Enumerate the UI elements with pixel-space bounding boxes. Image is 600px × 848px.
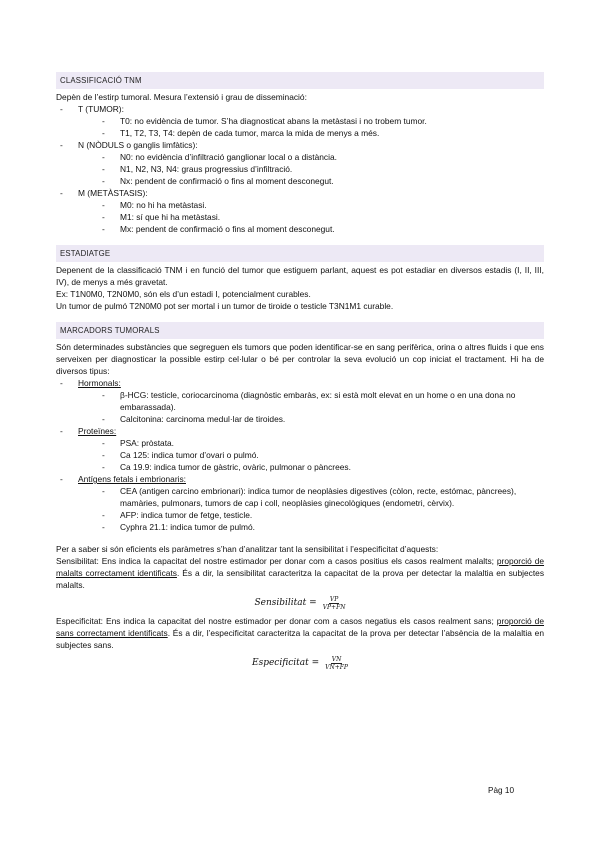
list-item: - Proteïnes: - PSA: pròstata. - Ca 125: indica tumor d’ovari o pulmó. - Ca 19.9: indica tumor de gàstric, ovàric, pulmonar o pàncrees. [56,425,544,473]
list-item: - CEA (antigen carcino embrionari): indica tumor de neoplàsies digestives (còlon, recte, estómac, pàncrees), mamàries, pulmonars, tumors de cap i coll, neoplàsies ginecològiques (endometri, cèrvix). [78,485,544,509]
list-item: - N (NÒDULS o ganglis limfàtics): - N0: no evidència d’infiltració ganglionar local o a distància. - N1, N2, N3, N4: graus progressius d’infiltració. - Nx: pendent de confirmació o fins al moment desconegut. [56,139,544,187]
list-item: - Cyphra 21.1: indica tumor de pulmó. [78,521,544,533]
list-item: - Ca 19.9: indica tumor de gàstric, ovàric, pulmonar o pàncrees. [78,461,544,473]
section-heading-tnm: CLASSIFICACIÓ TNM [56,72,544,89]
sensibilitat-formula: Sensibilitat = $\frac{VP}{VP+FN}$ [254,595,346,611]
list-item: - M1: sí que hi ha metàstasi. [78,211,544,223]
list-item: - β-HCG: testicle, coriocarcinoma (diagnòstic embaràs, ex: si està molt elevat en un home o en una dona no embarassada). [78,389,544,413]
marcadors-intro: Són determinades substàncies que segreguen els tumors que poden identificar-se en sang perifèrica, orina o altres fluids i que ens serveixen per diagnosticar la possible estirp cel·lular o bé per controlar la seva evolució un cop iniciat el tractament. Hi ha de diversos tipus: [56,342,544,376]
estadiatge-note: Un tumor de pulmó T2N0M0 pot ser mortal i un tumor de tiroide o testicle T3N1M1 curable. [56,301,394,311]
list-item: - Nx: pendent de confirmació o fins al moment desconegut. [78,175,544,187]
list-item: - Antígens fetals i embrionaris: - CEA (antigen carcino embrionari): indica tumor de neoplàsies digestives (còlon, recte, estómac, pàncrees), mamàries, pulmonars, tumors de cap i coll, neoplàsies ginecològiques (endometri, cèrvix). - AFP: indica tumor de fetge, testicle. - Cyphra 21.1: indica tumor de pulmó. [56,473,544,533]
section-heading-marcadors: MARCADORS TUMORALS [56,322,544,339]
section-heading-estadiatge: ESTADIATGE [56,245,544,262]
list-item: - Ca 125: indica tumor d’ovari o pulmó. [78,449,544,461]
list-item: - T0: no evidència de tumor. S’ha diagnosticat abans la metàstasi i no trobem tumor. [78,115,544,127]
tnm-list [56,103,544,235]
list-item: - Mx: pendent de confirmació o fins al moment desconegut. [78,223,544,235]
fraction: $\frac{VP}{VP+FN}$ [322,595,346,611]
fraction: $\frac{VN}{VN+FP}$ [325,655,348,671]
especificitat-formula: Especificitat = $\frac{VN}{VN+FP}$ [252,655,348,671]
list-item: - M (METÀSTASIS): - M0: no hi ha metàstasi. - M1: sí que hi ha metàstasi. - Mx: pendent de confirmació o fins al moment desconegut. [56,187,544,235]
param-intro: Per a saber si són eficients els paràmetres s’han d’analitzar tant la sensibilitat i l’especificitat d’aquests: [56,544,439,554]
list-item: - Hormonals: - β-HCG: testicle, coriocarcinoma (diagnòstic embaràs, ex: si està molt elevat en un home o en una dona no embarassada). - Calcitonina: carcinoma medul·lar de tiroides. [56,377,544,425]
list-item: - T1, T2, T3, T4: depèn de cada tumor, marca la mida de menys a més. [78,127,544,139]
list-item: - AFP: indica tumor de fetge, testicle. [78,509,544,521]
list-item: - M0: no hi ha metàstasi. [78,199,544,211]
list-item: - PSA: pròstata. [78,437,544,449]
sensibilitat-text: Sensibilitat: Ens indica la capacitat del nostre estimador per donar com a casos positius els casos realment malalts; proporció de malalts correctament identificats. És a dir, la sensibilitat caracteritza la capacitat de la prova per detectar la malaltia en subjectes malalts. [56,556,545,590]
especificitat-text: Especificitat: Ens indica la capacitat del nostre estimador per donar com a casos negatius els casos realment sans; proporció de sans correctament identificats. És a dir, l’especificitat caracteritza la capacitat de la prova per detectar l’absència de la malaltia en subjectes sans. [56,616,544,650]
list-item: - Calcitonina: carcinoma medul·lar de tiroides. [78,413,544,425]
document-page [56,72,544,675]
estadiatge-example: Ex: T1N0M0, T2N0M0, són els d’un estadi I, potencialment curables. [56,289,311,299]
estadiatge-text: Depenent de la classificació TNM i en funció del tumor que estiguem parlant, aquest es pot estadiar en diversos estadis (I, II, III, IV), de menys a més gravetat. [56,265,544,287]
tnm-intro: Depèn de l’estirp tumoral. Mesura l’extensió i grau de disseminació: [56,92,307,102]
list-item: - T (TUMOR): - T0: no evidència de tumor. S’ha diagnosticat abans la metàstasi i no trobem tumor. - T1, T2, T3, T4: depèn de cada tumor, marca la mida de menys a més. [56,103,544,139]
list-item: - N0: no evidència d’infiltració ganglionar local o a distància. [78,151,544,163]
page-number: Pàg 10 [488,786,514,795]
list-item: - N1, N2, N3, N4: graus progressius d’infiltració. [78,163,544,175]
marcadors-list [56,377,544,533]
